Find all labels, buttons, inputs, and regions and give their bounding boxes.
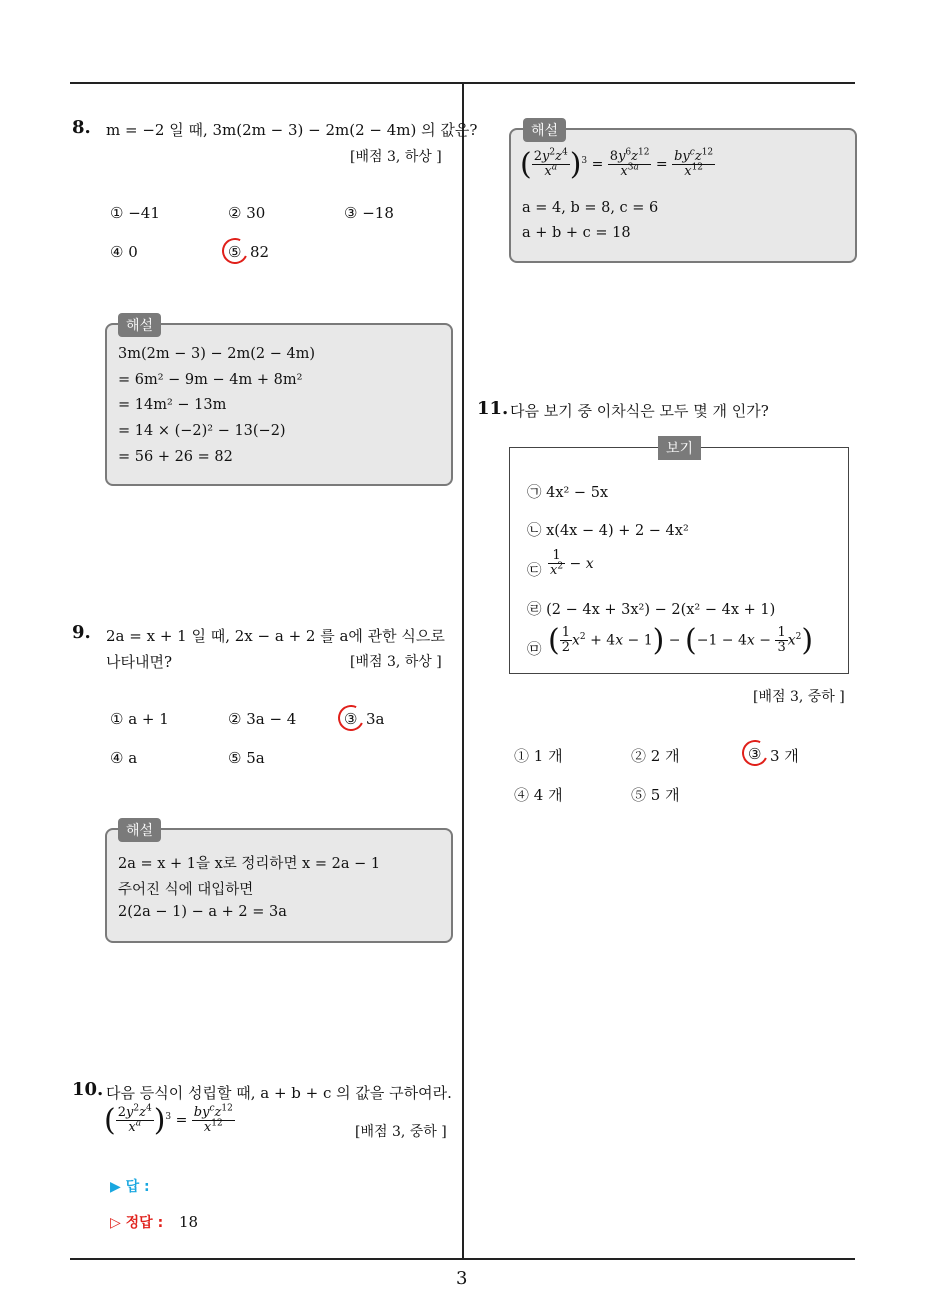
- q8-text: m = −2 일 때, 3m(2m − 3) − 2m(2 − 4m) 의 값은?: [106, 121, 478, 139]
- q11-choice-3-value: 3 개: [770, 747, 799, 765]
- q11-answer-circle-mark: [738, 736, 771, 769]
- q10-ex-line-2: a + b + c = 18: [522, 225, 631, 241]
- q10-answer-field[interactable]: ▶ 답 :: [110, 1179, 150, 1195]
- column-divider: [462, 82, 464, 1258]
- q8-ex-line-4: = 14 × (−2)² − 13(−2): [118, 423, 286, 439]
- q8-number: 8.: [72, 117, 91, 138]
- q8-choice-3[interactable]: ③ −18: [344, 204, 394, 222]
- q9-number: 9.: [72, 622, 91, 643]
- q8-choice-2[interactable]: ② 30: [228, 204, 266, 222]
- q9-choice-2[interactable]: ② 3a − 4: [228, 710, 297, 728]
- q10-number: 10.: [72, 1079, 104, 1100]
- q9-answer-circle-mark: [334, 701, 367, 734]
- q9-choice-4[interactable]: ④ a: [110, 749, 138, 767]
- q9-ex-line-2: 주어진 식에 대입하면: [118, 882, 254, 898]
- q10-correct-value: 18: [179, 1213, 199, 1231]
- q9-choice-5[interactable]: ⑤ 5a: [228, 749, 265, 767]
- q9-choice-3-value: 3a: [366, 710, 385, 728]
- q11-item-5-expr: ( $\frac{1}{2}$ $x^2 + 4x - 1) - (-1 - 4x$ − $\frac{1}{3}$ $x^2$): [548, 623, 814, 658]
- q11-item-5-mark: ㉤: [527, 642, 542, 658]
- q9-text-line-2: 나타내면?: [106, 653, 173, 671]
- q8-ex-line-2: = 6m² − 9m − 4m + 8m²: [118, 372, 303, 388]
- q11-item-3-expr: $\frac{1}{x^2}$ − x: [550, 548, 594, 579]
- q9-choice-1[interactable]: ① a + 1: [110, 710, 169, 728]
- q8-choice-4[interactable]: ④ 0: [110, 243, 138, 261]
- q11-bogi-tag: 보기: [658, 436, 701, 460]
- page-number: 3: [456, 1268, 468, 1289]
- q11-number: 11.: [477, 398, 509, 419]
- q9-choice-3-mark[interactable]: ③: [344, 710, 358, 728]
- q9-score: [배점 3, 하상 ]: [350, 654, 442, 670]
- q11-choice-5[interactable]: ⑤ 5 개: [631, 786, 680, 804]
- q11-text: 다음 보기 중 이차식은 모두 몇 개 인가?: [510, 402, 769, 420]
- q9-ex-line-1: 2a = x + 1을 x로 정리하면 x = 2a − 1: [118, 856, 381, 872]
- q9-explanation-tag: 해설: [118, 818, 161, 842]
- q11-item-1: ㉠ 4x² − 5x: [527, 485, 609, 501]
- q11-choice-1[interactable]: ① 1 개: [514, 747, 563, 765]
- q8-choice-5-value: 82: [250, 243, 270, 261]
- q10-explanation-tag: 해설: [523, 118, 566, 142]
- q10-correct-label: ▷ 정답 :: [110, 1215, 164, 1231]
- q11-item-4: ㉣ (2 − 4x + 3x²) − 2(x² − 4x + 1): [527, 602, 776, 618]
- q10-equation: ( $\frac{2y^2z^4}{x^a}$ )$^3$ = $\frac{by^cz^{12}}{x^{12}}$: [104, 1103, 233, 1138]
- q11-score: [배점 3, 중하 ]: [753, 689, 845, 705]
- q10-text: 다음 등식이 성립할 때, a + b + c 의 값을 구하여라.: [106, 1084, 452, 1102]
- q10-ex-equation: ( $\frac{2y^2z^4}{x^a}$ )$^3$ = $\frac{8y^6z^{12}}{x^{3a}}$ = $\frac{by^cz^{12}}{x^{12}}$: [520, 147, 714, 182]
- q8-answer-circle-mark: [218, 234, 251, 267]
- q9-text-line-1: 2a = x + 1 일 때, 2x − a + 2 를 a에 관한 식으로: [106, 627, 445, 645]
- q11-choice-2[interactable]: ② 2 개: [631, 747, 680, 765]
- q8-ex-line-3: = 14m² − 13m: [118, 397, 227, 413]
- bottom-rule: [70, 1258, 855, 1260]
- q11-item-3-mark: ㉢: [527, 563, 542, 579]
- q11-choice-4[interactable]: ④ 4 개: [514, 786, 563, 804]
- q10-score: [배점 3, 중하 ]: [355, 1124, 447, 1140]
- q11-item-2: ㉡ x(4x − 4) + 2 − 4x²: [527, 523, 689, 539]
- q8-ex-line-1: 3m(2m − 3) − 2m(2 − 4m): [118, 346, 316, 362]
- q8-score: [배점 3, 하상 ]: [350, 149, 442, 165]
- q8-explanation-tag: 해설: [118, 313, 161, 337]
- q8-choice-1[interactable]: ① −41: [110, 204, 160, 222]
- q8-ex-line-5: = 56 + 26 = 82: [118, 449, 233, 465]
- q11-choice-3-mark[interactable]: ③: [748, 745, 762, 763]
- q9-ex-line-3: 2(2a − 1) − a + 2 = 3a: [118, 904, 287, 920]
- q8-choice-5-mark[interactable]: ⑤: [228, 243, 242, 261]
- q10-ex-line-1: a = 4, b = 8, c = 6: [522, 200, 659, 216]
